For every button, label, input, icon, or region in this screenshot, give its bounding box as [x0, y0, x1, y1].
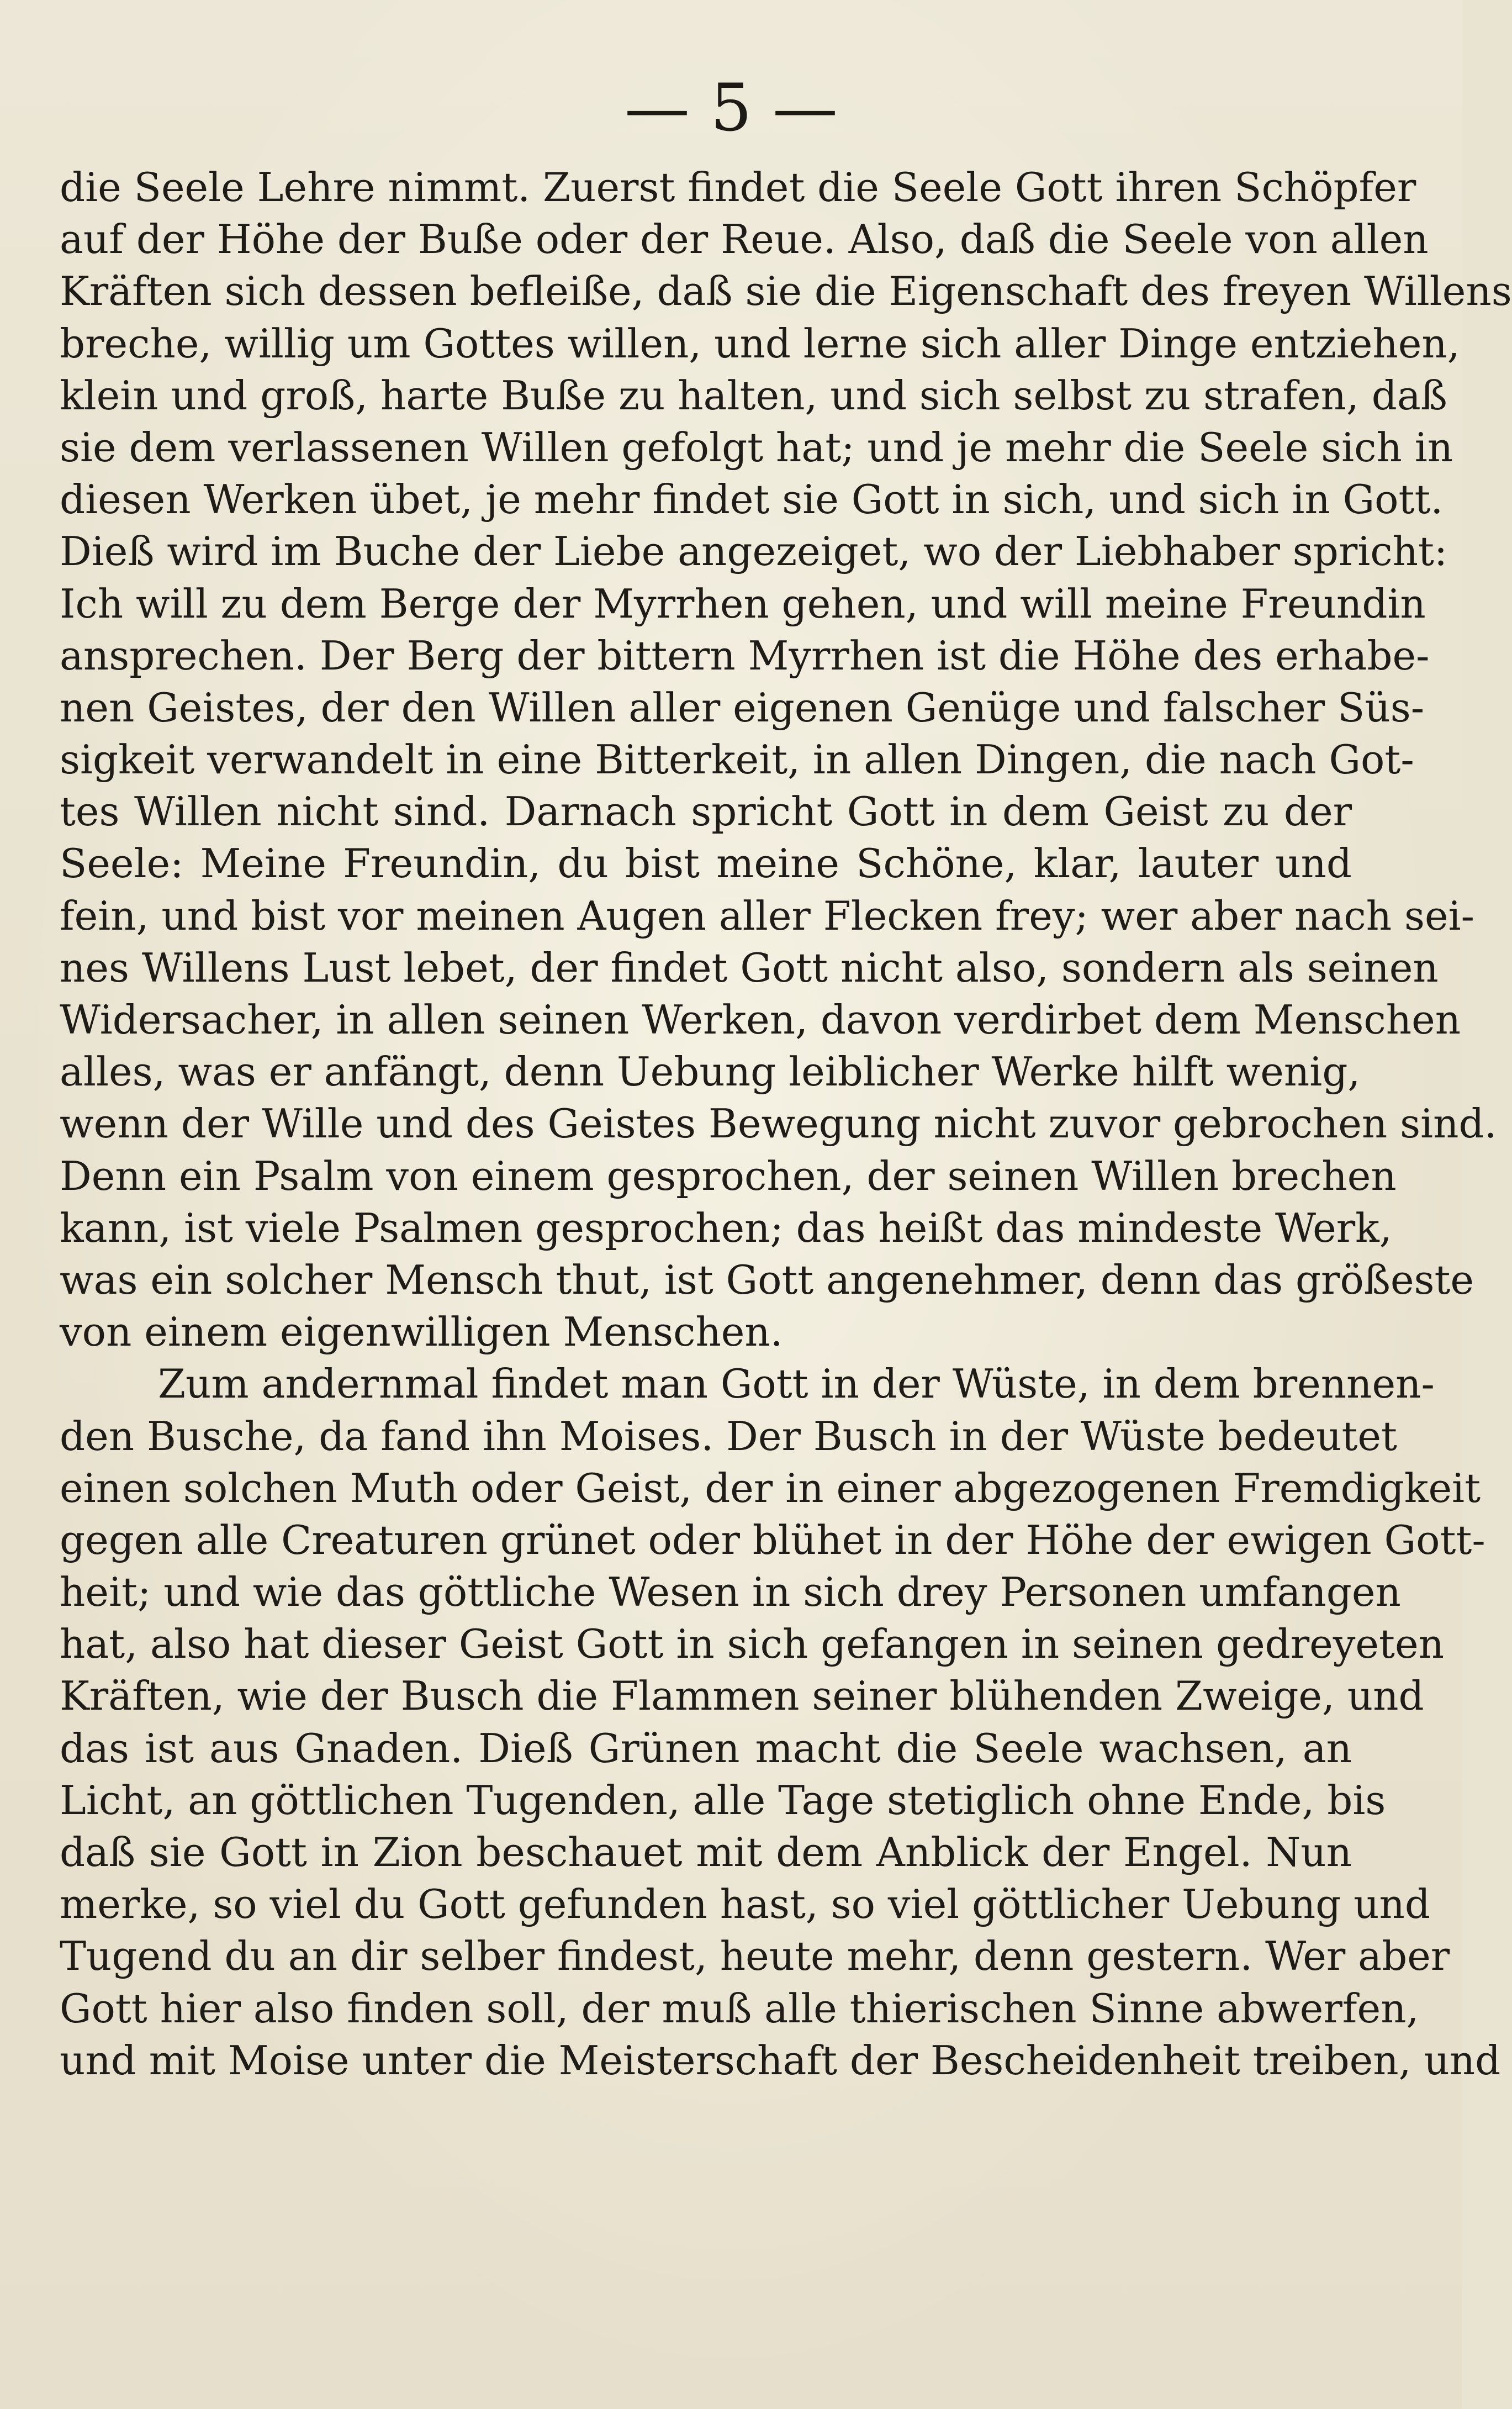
text-line: heit; und wie das göttliche Wesen in sich drey Personen umfangen	[60, 1569, 1401, 1616]
text-line: kann, ist viele Psalmen gesprochen; das heißt das mindeste Werk,	[60, 1204, 1392, 1251]
text-line: Seele: Meine Freundin, du bist meine Schöne, klar, lauter und	[60, 840, 1352, 887]
text-line: sie dem verlassenen Willen gefolgt hat; und je mehr die Seele sich in	[60, 424, 1453, 471]
text-line: wenn der Wille und des Geistes Bewegung nicht zuvor gebrochen sind.	[60, 1100, 1497, 1147]
text-line: Denn ein Psalm von einem gesprochen, der seinen Willen brechen	[60, 1152, 1397, 1199]
text-line: Kräften sich dessen befleiße, daß sie die Eigenschaft des freyen Willens	[60, 268, 1512, 315]
text-line: Gott hier also finden soll, der muß alle thierischen Sinne abwerfen,	[60, 1985, 1419, 2032]
text-line: das ist aus Gnaden. Dieß Grünen macht die Seele wachsen, an	[60, 1725, 1352, 1772]
text-line: alles, was er anfängt, denn Uebung leiblicher Werke hilft wenig,	[60, 1048, 1361, 1095]
text-line: von einem eigenwilligen Menschen.	[60, 1309, 783, 1356]
text-line: Kräften, wie der Busch die Flammen seiner blühenden Zweige, und	[60, 1673, 1424, 1720]
text-line: merke, so viel du Gott gefunden hast, so viel göttlicher Uebung und	[60, 1881, 1430, 1928]
text-line: klein und groß, harte Buße zu halten, und sich selbst zu strafen, daß	[60, 372, 1447, 419]
page-number: — 5 —	[624, 70, 838, 146]
text-line: Ich will zu dem Berge der Myrrhen gehen, und will meine Freundin	[60, 580, 1426, 627]
text-line: Widersacher, in allen seinen Werken, davon verdirbet dem Menschen	[60, 997, 1461, 1043]
text-line: nen Geistes, der den Willen aller eigenen Genüge und falscher Süs-	[60, 684, 1425, 731]
text-line: ansprechen. Der Berg der bittern Myrrhen ist die Höhe des erhabe-	[60, 632, 1430, 679]
text-line: auf der Höhe der Buße oder der Reue. Also, daß die Seele von allen	[60, 216, 1429, 263]
text-line: die Seele Lehre nimmt. Zuerst findet die Seele Gott ihren Schöpfer	[60, 164, 1416, 210]
text-line: Licht, an göttlichen Tugenden, alle Tage stetiglich ohne Ende, bis	[60, 1777, 1386, 1823]
text-line: den Busche, da fand ihn Moises. Der Busch in der Wüste bedeutet	[60, 1412, 1397, 1459]
text-line: nes Willens Lust lebet, der findet Gott nicht also, sondern als seinen	[60, 944, 1439, 991]
text-line: Zum andernmal findet man Gott in der Wüste, in dem brennen-	[158, 1361, 1435, 1408]
text-line: was ein solcher Mensch thut, ist Gott angenehmer, denn das größeste	[60, 1256, 1474, 1303]
text-line: und mit Moise unter die Meisterschaft der Bescheidenheit treiben, und	[60, 2037, 1501, 2084]
text-line: hat, also hat dieser Geist Gott in sich gefangen in seinen gedreyeten	[60, 1621, 1444, 1668]
text-line: tes Willen nicht sind. Darnach spricht Gott in dem Geist zu der	[60, 788, 1352, 835]
text-line: daß sie Gott in Zion beschauet mit dem Anblick der Engel. Nun	[60, 1829, 1352, 1875]
text-line: Tugend du an dir selber findest, heute mehr, denn gestern. Wer aber	[60, 1933, 1450, 1980]
body-text	[60, 161, 1512, 2086]
text-line: Dieß wird im Buche der Liebe angezeiget, wo der Liebhaber spricht:	[60, 528, 1448, 575]
paragraph	[60, 1358, 1501, 2086]
text-line: einen solchen Muth oder Geist, der in einer abgezogenen Fremdigkeit	[60, 1464, 1481, 1511]
text-line: breche, willig um Gottes willen, und lerne sich aller Dinge entziehen,	[60, 320, 1460, 367]
paragraph	[60, 161, 1512, 1358]
text-line: fein, und bist vor meinen Augen aller Flecken frey; wer aber nach sei-	[60, 892, 1474, 939]
text-line: gegen alle Creaturen grünet oder blühet in der Höhe der ewigen Gott-	[60, 1516, 1485, 1563]
text-line: sigkeit verwandelt in eine Bitterkeit, in allen Dingen, die nach Got-	[60, 736, 1414, 783]
text-line: diesen Werken übet, je mehr findet sie Gott in sich, und sich in Gott.	[60, 476, 1444, 523]
